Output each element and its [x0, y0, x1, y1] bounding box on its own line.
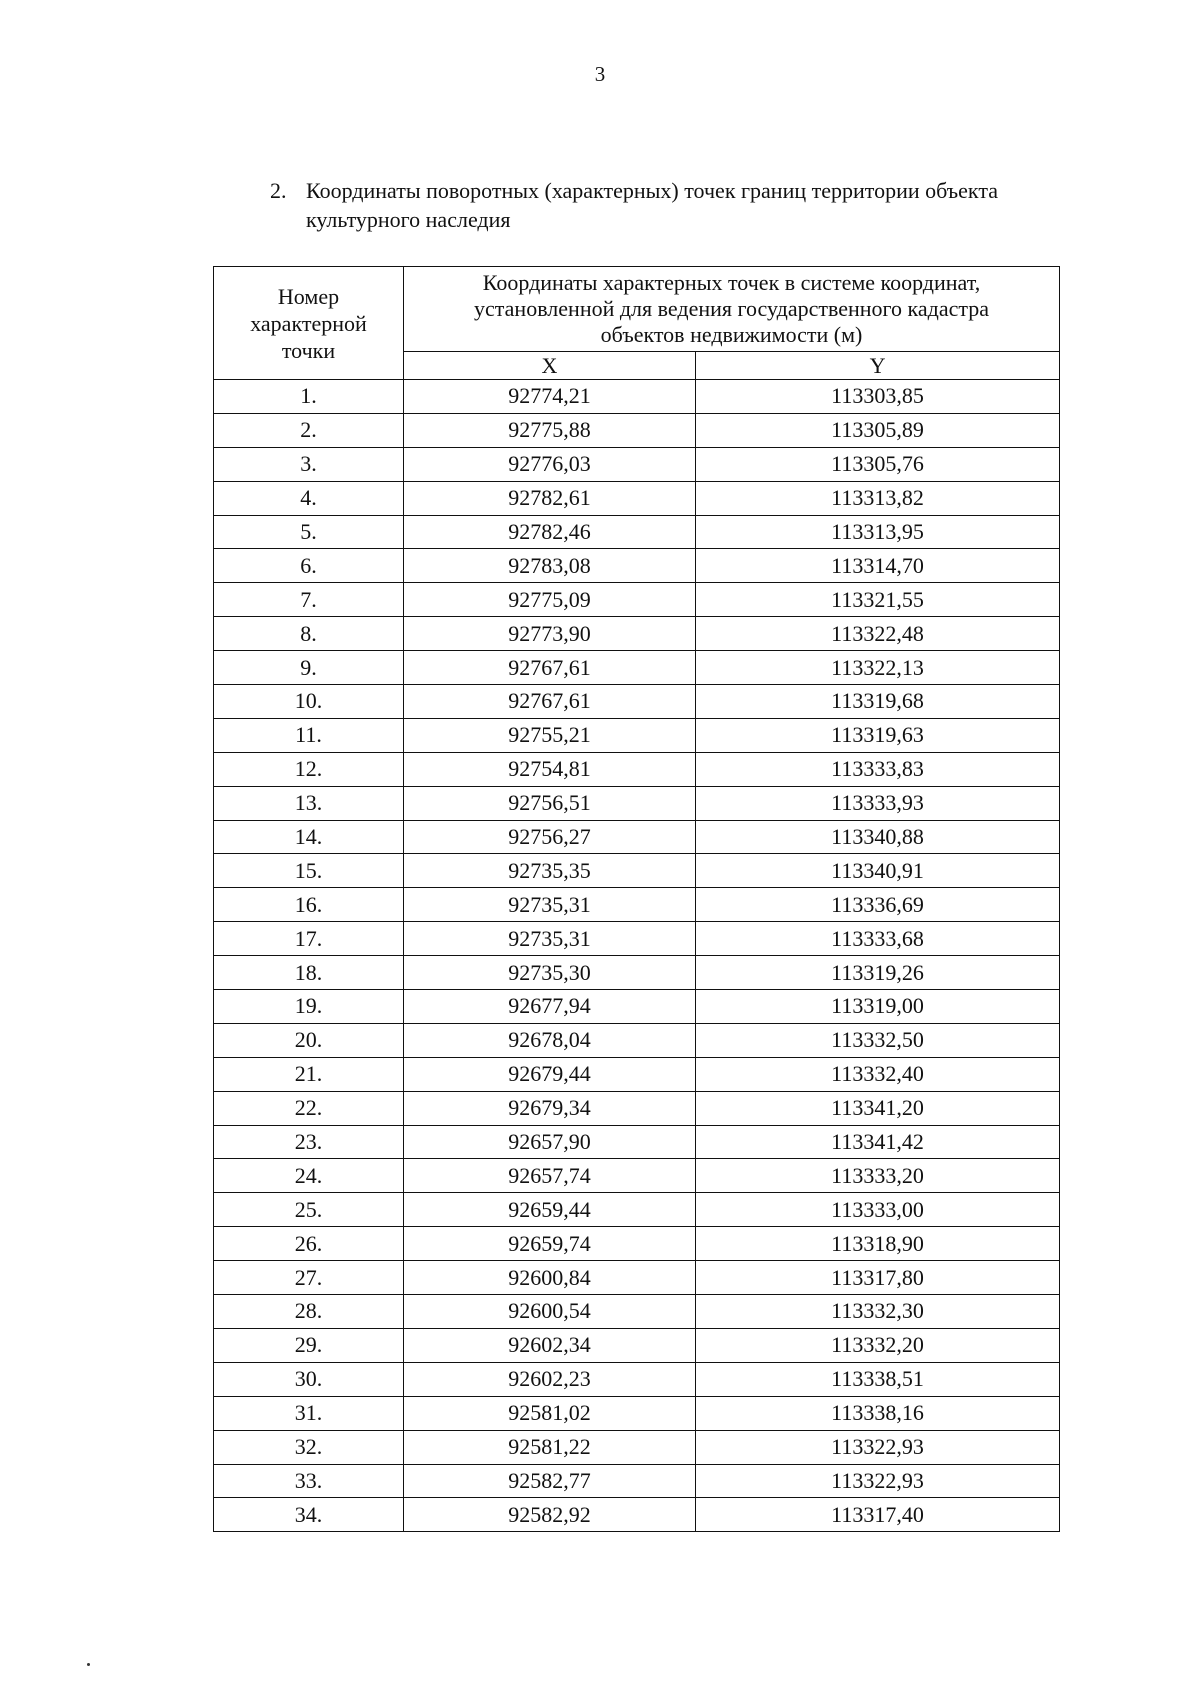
table-row: [214, 820, 1060, 854]
table-row: [214, 1057, 1060, 1091]
x-coordinate-cell: 92755,21: [404, 718, 696, 752]
y-coordinate-cell: 113319,68: [696, 685, 1060, 719]
y-coordinate-cell: 113338,51: [696, 1362, 1060, 1396]
x-coordinate-cell: 92582,92: [404, 1498, 696, 1532]
section-title-line-1: Координаты поворотных (характерных) точек границ территории объекта: [306, 178, 998, 203]
point-number-cell: 24.: [214, 1159, 404, 1193]
table-row: [214, 888, 1060, 922]
point-number-cell: 3.: [214, 447, 404, 481]
point-number-cell: 28.: [214, 1295, 404, 1329]
table-row: [214, 854, 1060, 888]
x-coordinate-cell: 92775,88: [404, 413, 696, 447]
y-coordinate-cell: 113322,93: [696, 1464, 1060, 1498]
header-coordinate-system: [404, 267, 1060, 352]
point-number-cell: 26.: [214, 1227, 404, 1261]
x-coordinate-cell: 92775,09: [404, 583, 696, 617]
x-coordinate-cell: 92657,90: [404, 1125, 696, 1159]
point-number-cell: 30.: [214, 1362, 404, 1396]
x-coordinate-cell: 92602,34: [404, 1328, 696, 1362]
y-coordinate-cell: 113333,20: [696, 1159, 1060, 1193]
point-number-cell: 25.: [214, 1193, 404, 1227]
header-point-line-2: характерной: [250, 310, 367, 336]
point-number-cell: 8.: [214, 617, 404, 651]
header-y: Y: [696, 352, 1060, 380]
point-number-cell: 6.: [214, 549, 404, 583]
y-coordinate-cell: 113322,48: [696, 617, 1060, 651]
point-number-cell: 7.: [214, 583, 404, 617]
y-coordinate-cell: 113319,26: [696, 956, 1060, 990]
point-number-cell: 20.: [214, 1023, 404, 1057]
header-point-line-1: Номер: [277, 283, 340, 309]
table-row: [214, 752, 1060, 786]
x-coordinate-cell: 92735,35: [404, 854, 696, 888]
point-number-cell: 1.: [214, 380, 404, 414]
table-row: [214, 1159, 1060, 1193]
header-system-line-3: объектов недвижимости (м): [600, 322, 863, 347]
point-number-cell: 5.: [214, 515, 404, 549]
x-coordinate-cell: 92756,51: [404, 786, 696, 820]
table-row: [214, 1430, 1060, 1464]
point-number-cell: 9.: [214, 651, 404, 685]
table-row: [214, 990, 1060, 1024]
x-coordinate-cell: 92677,94: [404, 990, 696, 1024]
coordinates-table: [213, 266, 1060, 1532]
table-row: [214, 1261, 1060, 1295]
table-row: [214, 1125, 1060, 1159]
y-coordinate-cell: 113340,91: [696, 854, 1060, 888]
x-coordinate-cell: 92776,03: [404, 447, 696, 481]
table-row: [214, 380, 1060, 414]
point-number-cell: 21.: [214, 1057, 404, 1091]
table-row: [214, 685, 1060, 719]
x-coordinate-cell: 92581,02: [404, 1396, 696, 1430]
point-number-cell: 12.: [214, 752, 404, 786]
point-number-cell: 17.: [214, 922, 404, 956]
x-coordinate-cell: 92678,04: [404, 1023, 696, 1057]
table-row: [214, 1396, 1060, 1430]
table-row: [214, 481, 1060, 515]
point-number-cell: 2.: [214, 413, 404, 447]
x-coordinate-cell: 92773,90: [404, 617, 696, 651]
point-number-cell: 27.: [214, 1261, 404, 1295]
scan-speck: [87, 1663, 90, 1666]
y-coordinate-cell: 113332,30: [696, 1295, 1060, 1329]
header-system-line-2: установленной для ведения государственного кадастра: [474, 296, 989, 321]
point-number-cell: 19.: [214, 990, 404, 1024]
y-coordinate-cell: 113321,55: [696, 583, 1060, 617]
table-row: [214, 1227, 1060, 1261]
point-number-cell: 18.: [214, 956, 404, 990]
x-coordinate-cell: 92581,22: [404, 1430, 696, 1464]
x-coordinate-cell: 92582,77: [404, 1464, 696, 1498]
x-coordinate-cell: 92735,31: [404, 922, 696, 956]
table-row: [214, 786, 1060, 820]
table-row: [214, 922, 1060, 956]
x-coordinate-cell: 92782,46: [404, 515, 696, 549]
section-heading: [270, 176, 1100, 234]
table-row: [214, 1498, 1060, 1532]
point-number-cell: 22.: [214, 1091, 404, 1125]
y-coordinate-cell: 113333,93: [696, 786, 1060, 820]
x-coordinate-cell: 92774,21: [404, 380, 696, 414]
point-number-cell: 29.: [214, 1328, 404, 1362]
x-coordinate-cell: 92659,74: [404, 1227, 696, 1261]
table-row: [214, 1295, 1060, 1329]
x-coordinate-cell: 92783,08: [404, 549, 696, 583]
x-coordinate-cell: 92679,34: [404, 1091, 696, 1125]
x-coordinate-cell: 92756,27: [404, 820, 696, 854]
point-number-cell: 34.: [214, 1498, 404, 1532]
point-number-cell: 32.: [214, 1430, 404, 1464]
y-coordinate-cell: 113338,16: [696, 1396, 1060, 1430]
table-row: [214, 515, 1060, 549]
x-coordinate-cell: 92735,31: [404, 888, 696, 922]
x-coordinate-cell: 92767,61: [404, 651, 696, 685]
y-coordinate-cell: 113333,68: [696, 922, 1060, 956]
point-number-cell: 10.: [214, 685, 404, 719]
header-x: X: [404, 352, 696, 380]
table-row: [214, 549, 1060, 583]
point-number-cell: 13.: [214, 786, 404, 820]
header-point-line-3: точки: [281, 337, 336, 363]
y-coordinate-cell: 113332,50: [696, 1023, 1060, 1057]
point-number-cell: 23.: [214, 1125, 404, 1159]
header-system-line-1: Координаты характерных точек в системе координат,: [482, 270, 981, 295]
y-coordinate-cell: 113332,20: [696, 1328, 1060, 1362]
x-coordinate-cell: 92767,61: [404, 685, 696, 719]
y-coordinate-cell: 113305,76: [696, 447, 1060, 481]
y-coordinate-cell: 113303,85: [696, 380, 1060, 414]
table-row: [214, 1023, 1060, 1057]
y-coordinate-cell: 113341,42: [696, 1125, 1060, 1159]
y-coordinate-cell: 113305,89: [696, 413, 1060, 447]
table-row: [214, 617, 1060, 651]
table-row: [214, 956, 1060, 990]
table-row: [214, 583, 1060, 617]
y-coordinate-cell: 113333,83: [696, 752, 1060, 786]
x-coordinate-cell: 92657,74: [404, 1159, 696, 1193]
y-coordinate-cell: 113314,70: [696, 549, 1060, 583]
header-point-number: [214, 267, 404, 380]
x-coordinate-cell: 92600,54: [404, 1295, 696, 1329]
x-coordinate-cell: 92735,30: [404, 956, 696, 990]
point-number-cell: 14.: [214, 820, 404, 854]
point-number-cell: 4.: [214, 481, 404, 515]
table-row: [214, 1193, 1060, 1227]
x-coordinate-cell: 92659,44: [404, 1193, 696, 1227]
x-coordinate-cell: 92754,81: [404, 752, 696, 786]
table-row: [214, 1464, 1060, 1498]
y-coordinate-cell: 113340,88: [696, 820, 1060, 854]
section-title-line-2: культурного наследия: [306, 207, 511, 232]
point-number-cell: 15.: [214, 854, 404, 888]
y-coordinate-cell: 113319,63: [696, 718, 1060, 752]
table-row: [214, 1091, 1060, 1125]
table-row: [214, 413, 1060, 447]
y-coordinate-cell: 113319,00: [696, 990, 1060, 1024]
x-coordinate-cell: 92600,84: [404, 1261, 696, 1295]
y-coordinate-cell: 113317,80: [696, 1261, 1060, 1295]
x-coordinate-cell: 92782,61: [404, 481, 696, 515]
y-coordinate-cell: 113317,40: [696, 1498, 1060, 1532]
table-row: [214, 447, 1060, 481]
x-coordinate-cell: 92679,44: [404, 1057, 696, 1091]
page-number: 3: [594, 62, 606, 86]
table-body: [214, 380, 1060, 1532]
y-coordinate-cell: 113333,00: [696, 1193, 1060, 1227]
y-coordinate-cell: 113318,90: [696, 1227, 1060, 1261]
point-number-cell: 11.: [214, 718, 404, 752]
point-number-cell: 31.: [214, 1396, 404, 1430]
x-coordinate-cell: 92602,23: [404, 1362, 696, 1396]
table-row: [214, 1328, 1060, 1362]
point-number-cell: 16.: [214, 888, 404, 922]
y-coordinate-cell: 113322,93: [696, 1430, 1060, 1464]
y-coordinate-cell: 113341,20: [696, 1091, 1060, 1125]
y-coordinate-cell: 113336,69: [696, 888, 1060, 922]
y-coordinate-cell: 113313,82: [696, 481, 1060, 515]
table-row: [214, 1362, 1060, 1396]
y-coordinate-cell: 113332,40: [696, 1057, 1060, 1091]
point-number-cell: 33.: [214, 1464, 404, 1498]
y-coordinate-cell: 113313,95: [696, 515, 1060, 549]
section-number: 2.: [270, 178, 287, 203]
table-row: [214, 718, 1060, 752]
table-row: [214, 651, 1060, 685]
y-coordinate-cell: 113322,13: [696, 651, 1060, 685]
